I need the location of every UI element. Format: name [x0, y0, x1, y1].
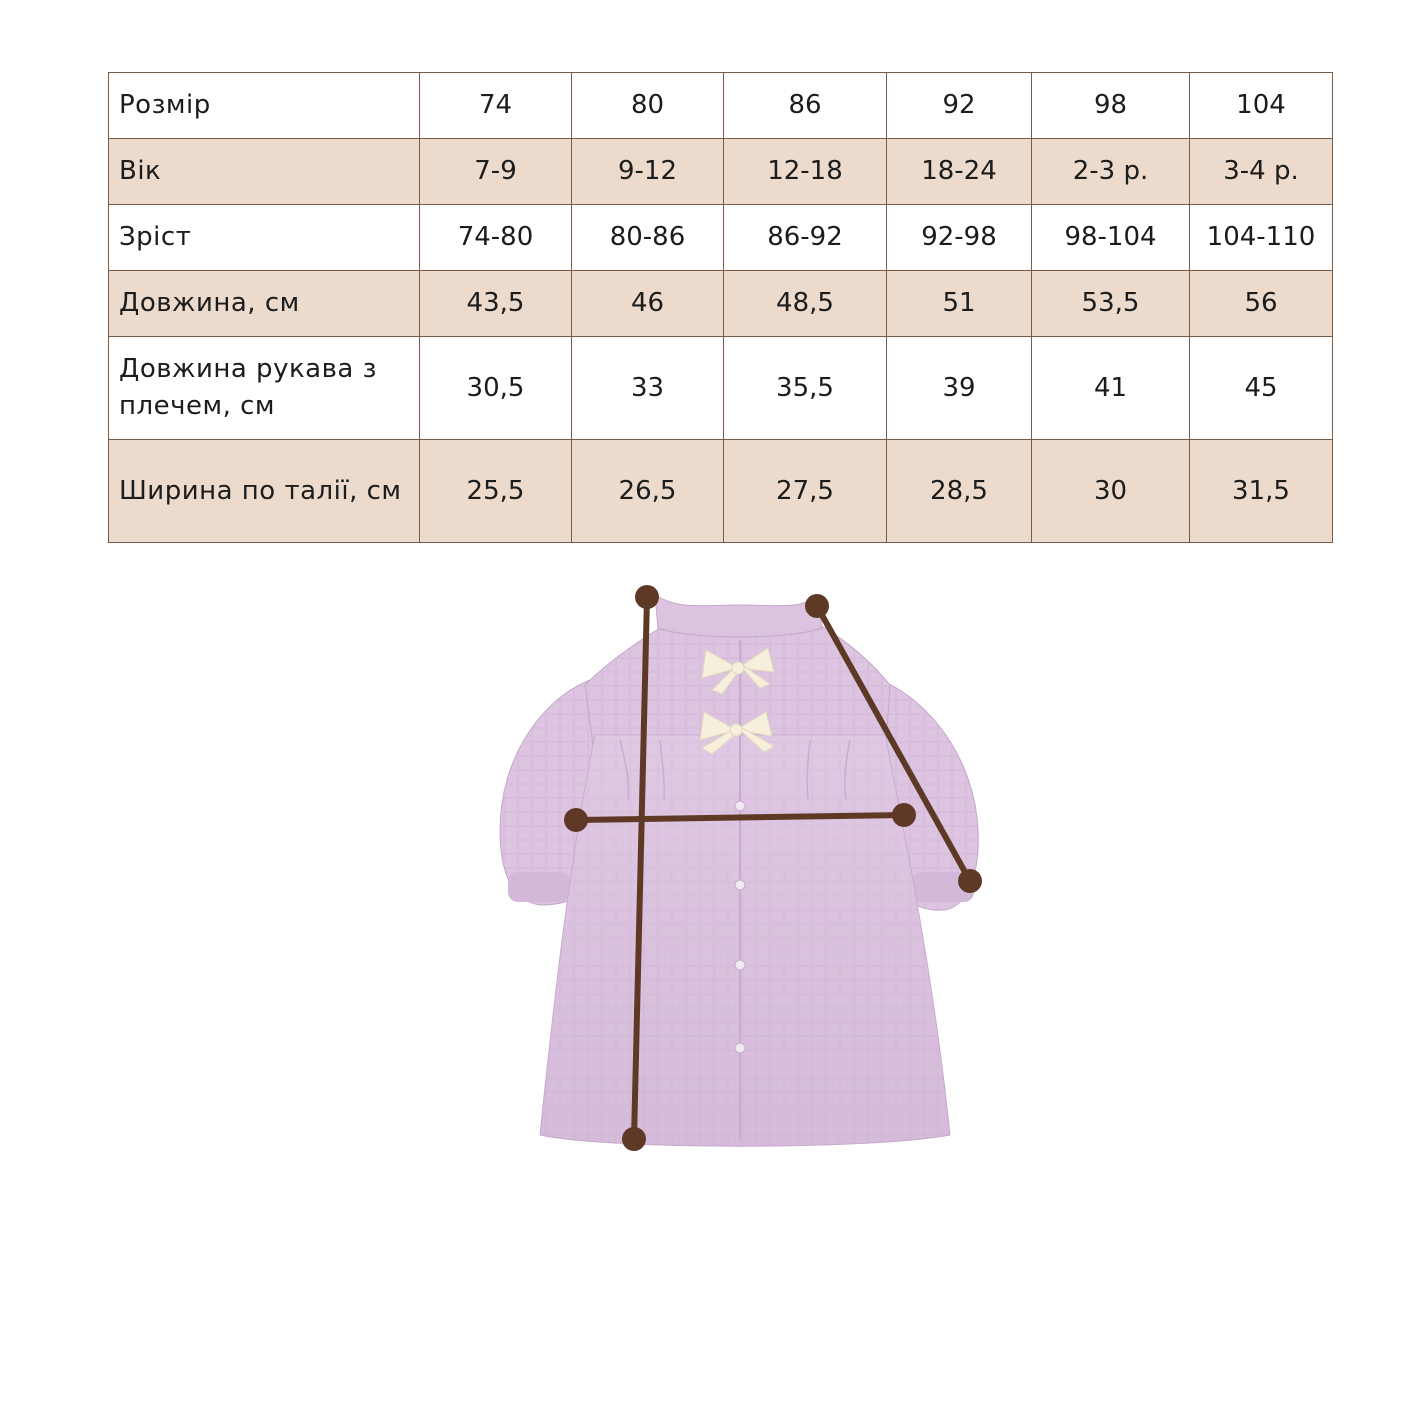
table-cell: 12-18: [724, 139, 887, 205]
table-row-sleeve-length: [109, 337, 1333, 440]
table-cell: 33: [572, 337, 724, 440]
table-cell: 31,5: [1190, 440, 1333, 543]
table-cell: 74-80: [420, 205, 572, 271]
table-cell: 2-3 р.: [1032, 139, 1190, 205]
row-label: Зріст: [109, 205, 420, 271]
table-cell: 18-24: [887, 139, 1032, 205]
table-cell: 48,5: [724, 271, 887, 337]
row-label: Вік: [109, 139, 420, 205]
row-label: Довжина рукава з плечем, см: [109, 337, 420, 440]
dress-illustration: [490, 570, 1000, 1170]
table-cell: 92: [887, 73, 1032, 139]
table-cell: 3-4 р.: [1190, 139, 1333, 205]
table-cell: 30,5: [420, 337, 572, 440]
table-cell: 104-110: [1190, 205, 1333, 271]
table-cell: 46: [572, 271, 724, 337]
table-row-age: [109, 139, 1333, 205]
table-cell: 43,5: [420, 271, 572, 337]
table-cell: 98-104: [1032, 205, 1190, 271]
table-cell: 27,5: [724, 440, 887, 543]
table-cell: 98: [1032, 73, 1190, 139]
table-cell: 56: [1190, 271, 1333, 337]
ruffle-collar: [655, 595, 822, 637]
table-cell: 86-92: [724, 205, 887, 271]
table-cell: 9-12: [572, 139, 724, 205]
table-row-height: [109, 205, 1333, 271]
row-label: Довжина, см: [109, 271, 420, 337]
table-cell: 26,5: [572, 440, 724, 543]
table-cell: 30: [1032, 440, 1190, 543]
table-cell: 45: [1190, 337, 1333, 440]
row-label: Розмір: [109, 73, 420, 139]
table-row-length: [109, 271, 1333, 337]
table-cell: 28,5: [887, 440, 1032, 543]
size-table: [108, 72, 1333, 543]
table-cell: 51: [887, 271, 1032, 337]
table-cell: 74: [420, 73, 572, 139]
table-cell: 35,5: [724, 337, 887, 440]
table-cell: 41: [1032, 337, 1190, 440]
table-cell: 25,5: [420, 440, 572, 543]
table-cell: 80: [572, 73, 724, 139]
table-cell: 7-9: [420, 139, 572, 205]
left-cuff: [508, 872, 570, 902]
table-cell: 39: [887, 337, 1032, 440]
row-label: Ширина по талії, см: [109, 440, 420, 543]
table-row-waist-width: [109, 440, 1333, 543]
table-cell: 104: [1190, 73, 1333, 139]
table-cell: 86: [724, 73, 887, 139]
table-cell: 80-86: [572, 205, 724, 271]
table-row-size: [109, 73, 1333, 139]
table-cell: 53,5: [1032, 271, 1190, 337]
table-cell: 92-98: [887, 205, 1032, 271]
